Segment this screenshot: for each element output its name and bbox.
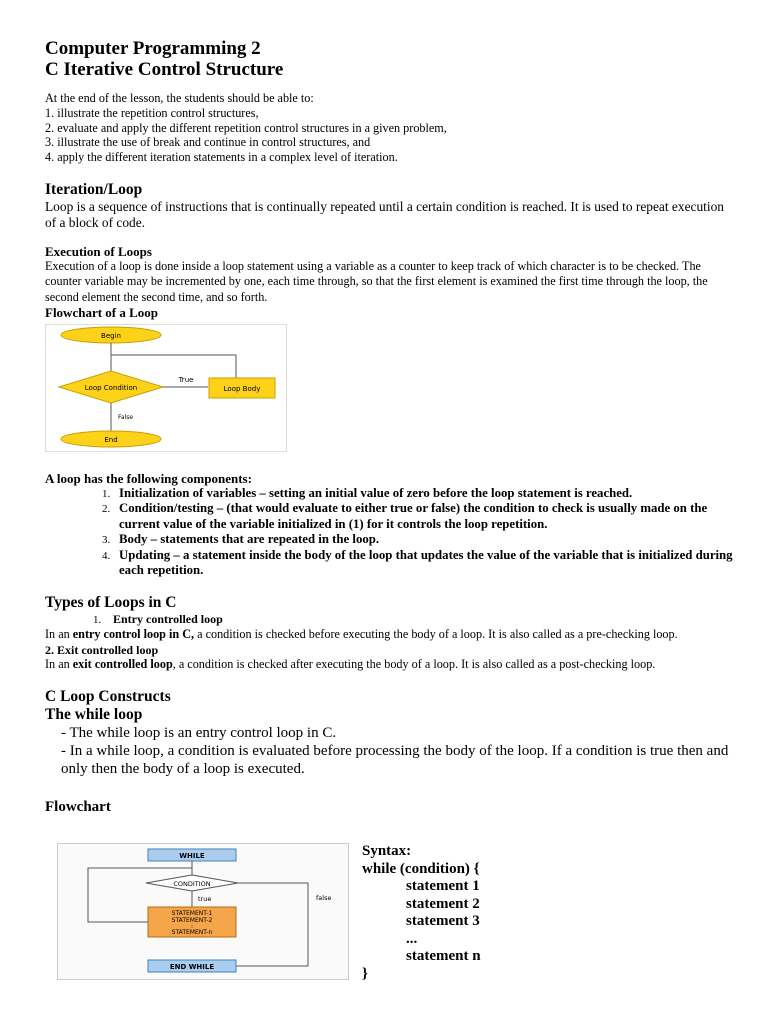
statement-1: STATEMENT-1 — [171, 910, 213, 917]
exit-controlled-text: In an exit controlled loop, a condition is checked after executing the body of a loop. It is also called as a post-checking loop. — [45, 656, 656, 671]
while-bullet: - In a while loop, a condition is evaluated before processing the body of the loop. If a condition is true then and only then the body of a loop is executed. — [61, 742, 729, 777]
objective-item: 1. illustrate the repetition control structures, — [45, 105, 259, 120]
exit-controlled-heading: 2. Exit controlled loop — [45, 642, 159, 657]
iteration-heading: Iteration/Loop — [45, 180, 143, 198]
while-flowchart — [57, 843, 349, 980]
while-flowchart-svg — [58, 844, 348, 979]
loop-flowchart — [45, 324, 287, 452]
syntax-line: statement 1 — [406, 878, 480, 894]
syntax-label: Syntax: — [362, 843, 412, 859]
entry-controlled-heading: 1. Entry controlled loop — [93, 612, 223, 627]
syntax-line: } — [362, 965, 368, 982]
lesson-title: C Iterative Control Structure — [45, 59, 284, 80]
components-heading: A loop has the following components: — [45, 470, 252, 486]
begin-label: Begin — [101, 331, 121, 340]
condition-label: CONDITION — [173, 880, 211, 888]
course-title: Computer Programming 2 — [45, 38, 261, 59]
execution-text: Execution of a loop is done inside a loop statement using a variable as a counter to keep track of which character is to be checked. The counter variable may be incremented by one, each time through, so that the first element is examined the first time through the loop, the second element the second time, and so forth. — [45, 258, 708, 304]
iteration-text: Loop is a sequence of instructions that is continually repeated until a certain condition is reached. It is used to repeat execution of a block of code. — [45, 198, 724, 230]
syntax-line: statement 2 — [406, 895, 480, 912]
loop-body-label: Loop Body — [223, 384, 261, 393]
while-heading: The while loop — [45, 705, 143, 723]
components-list — [45, 486, 735, 578]
execution-heading: Execution of Loops — [45, 243, 152, 259]
syntax-line: while (condition) { — [362, 860, 480, 877]
while-bullet: - The while loop is an entry control loop in C. — [61, 724, 337, 741]
document-page — [45, 38, 735, 816]
false-label: False — [118, 413, 134, 421]
flowchart-heading: Flowchart — [45, 798, 111, 815]
end-while-label: END WHILE — [169, 963, 215, 971]
objective-item: 2. evaluate and apply the different repetition control structures in a given problem, — [45, 120, 447, 135]
syntax-line: statement 3 — [406, 913, 480, 929]
false-line — [236, 883, 308, 966]
objectives-lead: At the end of the lesson, the students should be able to: — [45, 91, 314, 105]
loop-back-line — [111, 355, 236, 378]
statement-2: STATEMENT-2 — [171, 917, 213, 924]
objective-item: 3. illustrate the use of break and continue in control structures, and — [45, 135, 371, 150]
true-label: true — [198, 895, 212, 903]
while-label: WHILE — [179, 852, 205, 860]
component-item: 2. Condition/testing – (that would evaluate to either true or false) the condition to check is usually made on the current value of the variable initialized in (1) for it controls the loop repetition. — [113, 501, 735, 532]
statement-dots: : — [190, 923, 194, 930]
objectives — [45, 91, 735, 165]
statement-n: STATEMENT-n — [171, 929, 213, 936]
condition-label: Loop Condition — [84, 383, 138, 392]
syntax-line: statement n — [406, 948, 481, 964]
false-label: false — [316, 894, 332, 902]
objective-item: 4. apply the different iteration statements in a complex level of iteration. — [45, 150, 398, 165]
component-item: 1. Initialization of variables – setting an initial value of zero before the loop statement is reached. — [113, 486, 735, 501]
component-item: 3. Body – statements that are repeated in the loop. — [113, 532, 735, 547]
end-label: End — [104, 435, 118, 444]
types-heading: Types of Loops in C — [45, 594, 177, 612]
syntax-line: ... — [406, 930, 418, 947]
constructs-heading: C Loop Constructs — [45, 687, 171, 705]
component-item: 4. Updating – a statement inside the body of the loop that updates the value of the variable that is initialized during each repetition. — [113, 548, 735, 579]
flowchart-loop-heading: Flowchart of a Loop — [45, 304, 159, 320]
syntax-block — [362, 843, 481, 983]
loop-flowchart-svg — [46, 325, 286, 451]
entry-controlled-text: In an entry control loop in C, a condition is checked before executing the body of a loop. It is also called as a pre-checking loop. — [45, 627, 678, 642]
true-label: True — [178, 375, 194, 384]
